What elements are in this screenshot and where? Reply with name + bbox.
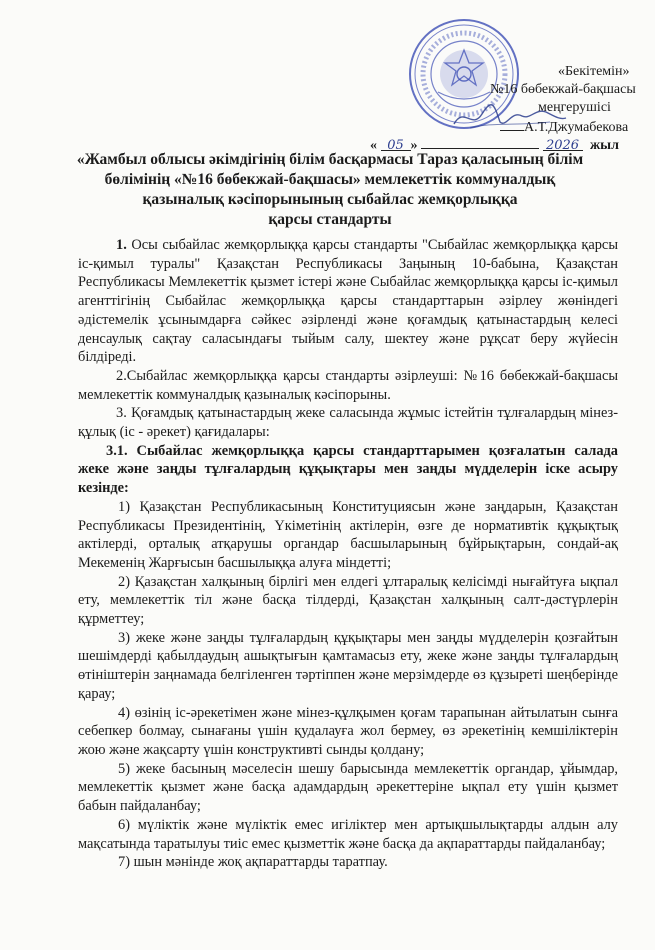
- title-line-1: «Жамбыл облысы әкімдігінің білім басқармасы Тараз қаласының білім: [76, 151, 584, 168]
- list-item-3: 3) жеке және заңды тұлғалардың құқықтары мен заңды мүдделерін қозғайтын шешімдерді қабылдаудың ашықтығын қамтамасыз ету, жеке және заңды тұлғалардың өтініштерін заңнамада белгіленген тәртіппен және мерзімдерде өз құзыреті шеңберінде қарау;: [78, 629, 618, 702]
- date-day: 05: [387, 138, 404, 153]
- list-item-5: 5) жеке басының мәселесін шешу барысында мемлекеттік органдар, ұйымдар, мемлекеттік қызмет және басқа адамдардың әрекеттеріне ықпал ету үшін қызмет бабын пайдаланбау;: [78, 760, 618, 815]
- approval-position: меңгерушісі: [538, 100, 611, 115]
- handwritten-signature: [450, 100, 570, 134]
- list-item-1: 1) Қазақстан Республикасының Конституциясын және заңдарын, Қазақстан Республикасы Президентінің, Үкіметінің актілерін, өзге де нормативтік құқықтық актілерді, орталық атқарушы органдар басшыларының бұйрықтарын, сондай-ақ Мекеменің Жарғысын басшылыққа алуға міндетті;: [78, 498, 618, 571]
- date-open-quote: «: [370, 138, 377, 153]
- list-item-4: 4) өзінің іс-әрекетімен және мінез-құлқымен қоғам тарапынан айтылатын сынға себепкер болмау, сынағаны үшін қудалауға жол бермеу, өз әрекетінің кемшіліктерін жою және жақсарту үшін конструктивті сынды қолдану;: [78, 704, 618, 758]
- date-year: 2026: [545, 138, 580, 153]
- paragraph-3: 3. Қоғамдық қатынастардың жеке саласында жұмыс істейтін тұлғалардың мінез-құлық (іс - әрекет) қағидалары:: [78, 405, 618, 441]
- title-line-4: қарсы стандарты: [268, 211, 392, 228]
- paragraph-1-text: Осы сыбайлас жемқорлыққа қарсы стандарты "Сыбайлас жемқорлыққа қарсы іс-қимыл туралы" Қазақстан Республикасы Заңының 10-бабына, Қазақстан Республикасы Мемлекеттік қызмет істері және Сыбайлас жемқорлыққа қарсы іс-қимыл агенттігінің Сыбайлас жемқорлыққа қарсы стандарттарын әзірлеу жөніндегі әдістемелік ұсынымдарға сәйкес әзірленді және қоғамдық қатынастардың келесі денсаулық сақтау саласындағы тыйым салу, шектеу және рұқсат беру жүйесін білдіреді.: [78, 237, 618, 366]
- paragraph-1-number: 1.: [116, 237, 127, 253]
- paragraph-1: [78, 236, 618, 367]
- document-title: [60, 150, 600, 230]
- list-item-7: 7) шын мәнінде жоқ ақпараттарды таратпау.: [118, 854, 388, 871]
- section-3-1-heading: 3.1. Сыбайлас жемқорлыққа қарсы стандарттарымен қозғалатын салада жеке және заңды тұлғалардың құқықтары мен заңды мүдделерін іске асыру кезінде:: [78, 442, 618, 497]
- title-line-2: бөлімінің «№16 бөбекжай-бақшасы» мемлекеттік коммуналдық: [104, 171, 556, 188]
- date-year-suffix: жыл: [590, 138, 619, 153]
- paragraph-2: 2.Сыбайлас жемқорлыққа қарсы стандарты әзірлеуші: №16 бөбекжай-бақшасы мемлекеттік коммуналдық қазыналық кәсіпорыны.: [78, 367, 618, 403]
- document-body: [78, 236, 618, 872]
- list-item-2: 2) Қазақстан халқының бірлігі мен елдегі ұлтаралық келісімді нығайтуға ықпал ету, мемлекеттік тіл және басқа тілдерді, Қазақстан халқының салт-дәстүрлерін құрметтеу;: [78, 573, 618, 628]
- signatory-name-text: А.Т.Джумабекова: [524, 120, 629, 135]
- list-item-6: 6) мүліктік және мүліктік емес игіліктер мен артықшылықтарды алдын алу мақсатында таратылуы тиіс емес қызметтік және басқа да ақпараттарды пайдаланбау;: [78, 816, 618, 852]
- title-line-3: қазыналық кәсіпорынының сыбайлас жемқорлыққа: [142, 191, 518, 208]
- date-close-quote: »: [410, 138, 418, 153]
- approval-organization: №16 бөбекжай-бақшасы: [490, 82, 636, 97]
- approval-heading: «Бекітемін»: [558, 64, 630, 79]
